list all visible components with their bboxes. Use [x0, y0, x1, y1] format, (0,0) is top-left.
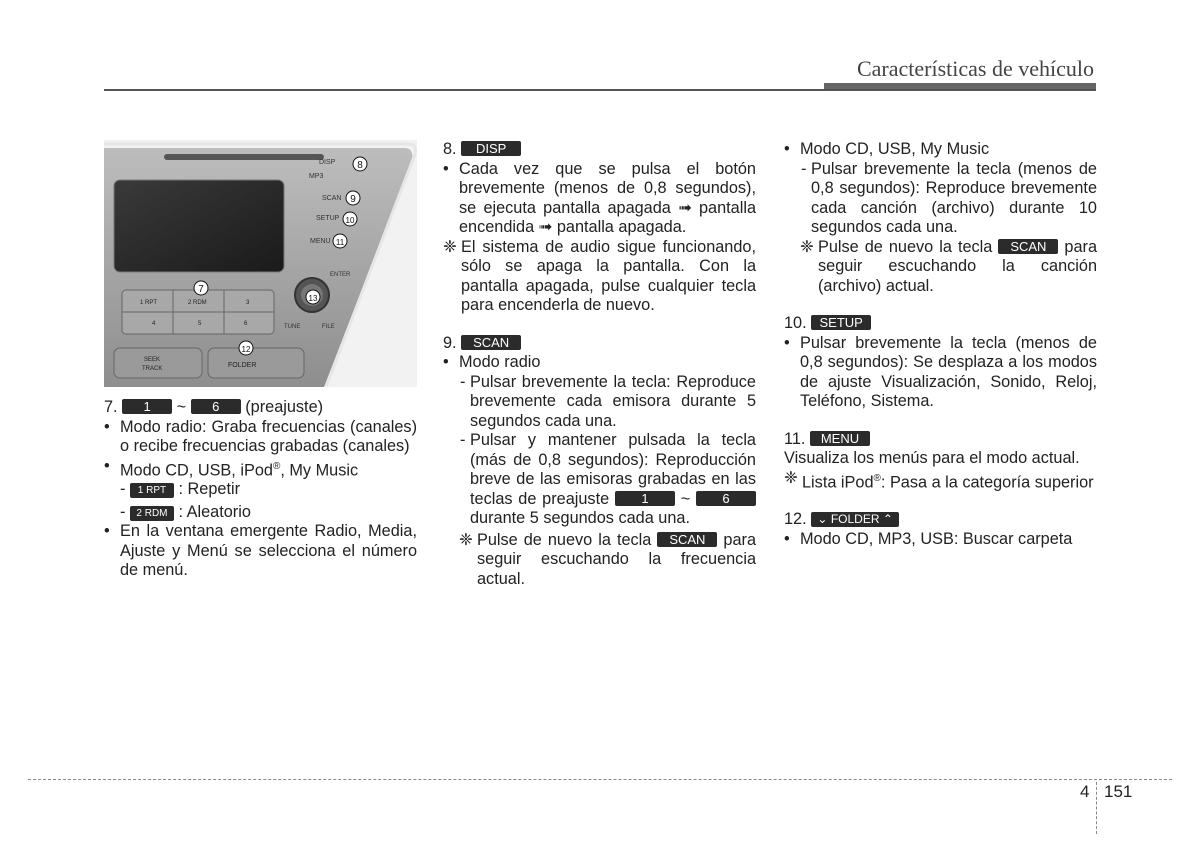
preset-6-key: 6 [191, 399, 241, 414]
preset-5-label: 5 [198, 321, 202, 327]
preset-1-key: 1 [615, 491, 675, 506]
note: ❈ El sistema de audio sigue funcionando, sólo se apaga la pantalla. Con la pantalla apagada, pulse cualquier tecla para encenderla de nuevo. [443, 237, 756, 314]
column-2 [443, 140, 756, 589]
chapter-number: 4 [1080, 782, 1090, 801]
item-10-heading: 10. SETUP [784, 314, 1097, 334]
track-label: TRACK [142, 366, 163, 372]
repeat-line: - 1 RPT : Repetir [120, 480, 241, 499]
list-item: • Cada vez que se pulsa el botón brevemente (menos de 0,8 segundos), se ejecuta pantalla apagada ➟ pantalla encendida ➟ pantalla apagada. [443, 160, 756, 238]
chevron-up-icon: ⌃ [882, 512, 893, 527]
seek-track-button [114, 348, 202, 378]
item-8-heading: 8. DISP [443, 140, 756, 160]
setup-key-label: SETUP [316, 215, 340, 222]
folder-key: ⌄ FOLDER ⌃ [811, 512, 899, 527]
sub-item: - Pulsar brevemente la tecla: Reproduce brevemente cada emisora durante 5 segundos cada una. [460, 372, 756, 430]
scan-key: SCAN [998, 239, 1058, 254]
note: ❈ Lista iPod®: Pasa a la categoría superior [784, 468, 1094, 491]
disp-key-label: DISP [319, 159, 336, 166]
tune-label: TUNE [284, 324, 301, 330]
list-item: • Modo CD, USB, My Music [784, 140, 1097, 160]
folder-label: FOLDER [228, 362, 257, 369]
sub-item: - Pulsar y mantener pulsada la tecla (más de 0,8 segundos): Reproducción breve de las emisoras grabadas en las teclas de preajuste 1 ~ 6 durante 5 segundos cada una. [460, 431, 756, 527]
display-screen [114, 180, 284, 272]
preset-4-label: 4 [152, 321, 156, 327]
list-item: • En la ventana emergente Radio, Media, Ajuste y Menú se selecciona el número de menú. [104, 522, 417, 581]
svg-text:8: 8 [357, 160, 363, 171]
random-line: - 2 RDM : Aleatorio [120, 502, 251, 521]
svg-text:11: 11 [335, 238, 345, 247]
section-title: Características de vehículo [856, 56, 1094, 81]
note: ❈ Pulse de nuevo la tecla SCAN para seguir escuchando la frecuencia actual. [459, 530, 756, 588]
mp3-logo: MP3 [309, 173, 324, 180]
note: ❈ Pulse de nuevo la tecla SCAN para seguir escuchando la canción (archivo) actual. [800, 237, 1097, 295]
header-rule [104, 89, 1096, 91]
svg-text:12: 12 [241, 345, 251, 354]
list-item: • Modo radio: Graba frecuencias (canales) o recibe frecuencias grabadas (canales) [104, 418, 417, 457]
svg-text:7: 7 [198, 284, 204, 295]
column-3 [784, 140, 1097, 549]
footer-divider [1096, 782, 1097, 834]
list-item: • Modo CD, MP3, USB: Buscar carpeta [784, 530, 1097, 550]
disp-key: DISP [461, 141, 521, 156]
page-number: 151 [1104, 782, 1133, 801]
preset-6-label: 6 [244, 321, 248, 327]
setup-key: SETUP [811, 315, 871, 330]
seek-label: SEEK [144, 357, 161, 363]
svg-text:10: 10 [345, 216, 355, 225]
column-1 [104, 398, 417, 581]
cd-slot [164, 154, 324, 160]
svg-text:13: 13 [308, 294, 318, 303]
item-9-heading: 9. SCAN [443, 334, 756, 354]
file-label: FILE [322, 324, 335, 330]
scan-key-label: SCAN [322, 195, 342, 202]
rpt-key: 1 RPT [130, 483, 174, 498]
menu-key: MENU [810, 431, 870, 446]
preset-6-key: 6 [696, 491, 756, 506]
menu-key-label: MENU [310, 238, 331, 245]
item-7-heading: 7. 1 ~ 6 (preajuste) [104, 398, 324, 416]
item-11-heading: 11. MENU [784, 430, 1097, 450]
preset-1-key: 1 [122, 399, 172, 414]
footer-rule [28, 779, 1172, 780]
paragraph: Visualiza los menús para el modo actual. [784, 449, 1080, 467]
list-item: • Pulsar brevemente la tecla (menos de 0,8 segundos): Se desplaza a los modos de ajuste Visualización, Sonido, Reloj, Teléfono, Sistema. [784, 334, 1097, 412]
list-item: • Modo radio [443, 353, 756, 373]
scan-key: SCAN [657, 532, 717, 547]
item-12-heading: 12. ⌄ FOLDER ⌃ [784, 510, 1097, 530]
list-item: • Modo CD, USB, iPod®, My Music [104, 457, 417, 481]
preset-2-label: 2 RDM [188, 300, 207, 306]
preset-1-label: 1 RPT [140, 300, 158, 306]
chevron-down-icon: ⌄ [817, 512, 828, 527]
svg-text:9: 9 [350, 194, 356, 205]
audio-panel-figure [104, 140, 417, 387]
rdm-key: 2 RDM [130, 506, 174, 521]
sub-item: - Pulsar brevemente la tecla (menos de 0,8 segundos): Reproduce brevemente cada canción (archivo) durante 10 segundos cada una. [801, 159, 1097, 236]
preset-3-label: 3 [246, 300, 250, 306]
scan-key: SCAN [461, 335, 521, 350]
enter-label: ENTER [330, 272, 351, 278]
